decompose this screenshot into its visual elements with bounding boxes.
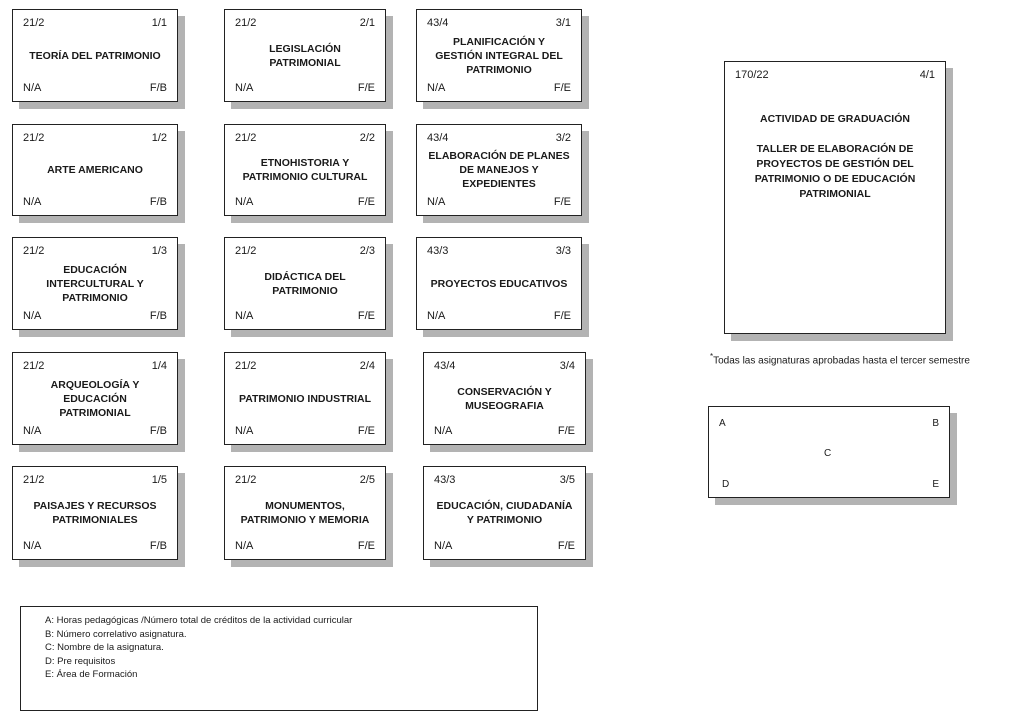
key-label-b: B: [932, 418, 939, 429]
course-card: [12, 124, 178, 216]
course-area: F/B: [149, 540, 167, 552]
course-name: ETNOHISTORIA Y PATRIMONIO CULTURAL: [242, 157, 368, 183]
course-card: [423, 466, 586, 560]
course-name: DIDÁCTICA DEL PATRIMONIO: [264, 270, 346, 297]
course-area: F/E: [553, 82, 571, 94]
key-label-e: E: [932, 479, 939, 490]
course-card: [224, 237, 386, 330]
course-number: 1/4: [151, 360, 167, 372]
course-prerequisites: N/A: [427, 82, 446, 94]
course-number: 2/4: [359, 360, 375, 372]
course-name: PLANIFICACIÓN Y GESTIÓN INTEGRAL DEL PATRIMONIO: [435, 35, 563, 76]
course-hours-credits: 21/2: [235, 132, 257, 144]
course-number: 2/2: [359, 132, 375, 144]
course-area: F/B: [149, 196, 167, 208]
course-hours-credits: 170/22: [735, 69, 769, 81]
course-card: [416, 237, 582, 330]
course-hours-credits: 43/3: [434, 474, 456, 486]
course-prerequisites: N/A: [235, 196, 254, 208]
course-prerequisites: N/A: [23, 82, 42, 94]
course-number: 3/2: [555, 132, 571, 144]
legend-item: C: Nombre de la asignatura.: [45, 642, 164, 653]
course-card: [416, 124, 582, 216]
course-number: 1/1: [151, 17, 167, 29]
course-prerequisites: N/A: [23, 425, 42, 437]
course-name: CONSERVACIÓN Y MUSEOGRAFIA: [457, 385, 552, 412]
course-prerequisites: N/A: [427, 310, 446, 322]
key-label-d: D: [722, 479, 730, 490]
course-area: F/E: [357, 310, 375, 322]
course-number: 1/2: [151, 132, 167, 144]
course-prerequisites: N/A: [23, 196, 42, 208]
course-card: [224, 352, 386, 445]
legend-item: E: Área de Formación: [45, 669, 138, 680]
course-area: F/E: [357, 82, 375, 94]
course-name: EDUCACIÓN INTERCULTURAL Y PATRIMONIO: [46, 263, 144, 304]
course-card: [224, 9, 386, 102]
course-number: 1/5: [151, 474, 167, 486]
course-area: F/E: [553, 310, 571, 322]
course-name: MONUMENTOS, PATRIMONIO Y MEMORIA: [240, 500, 370, 526]
course-area: F/B: [149, 310, 167, 322]
course-number: 3/3: [555, 245, 571, 257]
course-prerequisites: N/A: [235, 425, 254, 437]
course-number: 1/3: [151, 245, 167, 257]
course-name: ELABORACIÓN DE PLANES DE MANEJOS Y EXPEDIENTES: [428, 150, 570, 190]
legend-item: B: Número correlativo asignatura.: [45, 628, 187, 640]
course-hours-credits: 43/4: [427, 132, 449, 144]
course-hours-credits: 21/2: [235, 17, 257, 29]
graduation-card: [724, 61, 946, 334]
course-card: [12, 237, 178, 330]
course-hours-credits: 21/2: [23, 360, 45, 372]
course-number: 3/4: [559, 360, 575, 372]
course-card: [224, 466, 386, 560]
course-name: PATRIMONIO INDUSTRIAL: [238, 392, 372, 405]
course-prerequisites: N/A: [434, 425, 453, 437]
course-prerequisites: N/A: [434, 540, 453, 552]
legend-box: [20, 606, 538, 711]
course-name: PAISAJES Y RECURSOS PATRIMONIALES: [33, 500, 157, 526]
course-number: 4/1: [919, 69, 935, 81]
course-prerequisites: N/A: [427, 196, 446, 208]
course-prerequisites: N/A: [235, 310, 254, 322]
course-hours-credits: 21/2: [23, 245, 45, 257]
prerequisite-note-text: Todas las asignaturas aprobadas hasta el tercer semestre: [713, 355, 970, 367]
course-number: 2/1: [359, 17, 375, 29]
course-hours-credits: 21/2: [23, 17, 45, 29]
course-area: F/E: [553, 196, 571, 208]
course-area: F/E: [557, 540, 575, 552]
course-area: F/E: [357, 196, 375, 208]
course-number: 2/5: [359, 474, 375, 486]
course-name: ARTE AMERICANO: [47, 164, 143, 176]
course-card: [12, 466, 178, 560]
course-number: 2/3: [359, 245, 375, 257]
course-area: F/E: [357, 540, 375, 552]
course-area: F/E: [557, 425, 575, 437]
course-number: 3/1: [555, 17, 571, 29]
key-label-a: A: [719, 418, 726, 429]
course-hours-credits: 21/2: [235, 360, 257, 372]
course-area: F/B: [149, 82, 167, 94]
course-prerequisites: N/A: [23, 540, 42, 552]
course-hours-credits: 43/3: [427, 245, 449, 257]
course-card: [224, 124, 386, 216]
prerequisite-note: [710, 352, 970, 366]
legend-item: A: Horas pedagógicas /Número total de créditos de la actividad curricular: [45, 615, 353, 626]
legend-item: D: Pre requisitos: [45, 655, 116, 667]
key-diagram: [708, 406, 950, 498]
course-name: ARQUEOLOGÍA Y EDUCACIÓN PATRIMONIAL: [50, 378, 140, 419]
course-area: F/E: [357, 425, 375, 437]
course-hours-credits: 43/4: [427, 17, 449, 29]
course-prerequisites: N/A: [23, 310, 42, 322]
course-card: [423, 352, 586, 445]
course-name: PROYECTOS EDUCATIVOS: [430, 277, 568, 290]
course-prerequisites: N/A: [235, 540, 254, 552]
asterisk-mark: *: [710, 352, 714, 361]
course-hours-credits: 21/2: [23, 132, 45, 144]
course-area: F/B: [149, 425, 167, 437]
course-card: [416, 9, 582, 102]
course-name: TEORÍA DEL PATRIMONIO: [29, 49, 161, 62]
course-prerequisites: N/A: [235, 82, 254, 94]
course-hours-credits: 43/4: [434, 360, 456, 372]
course-name: EDUCACIÓN, CIUDADANÍA Y PATRIMONIO: [436, 500, 573, 526]
course-card: [12, 9, 178, 102]
key-label-c: C: [824, 448, 832, 459]
course-hours-credits: 21/2: [235, 245, 257, 257]
course-hours-credits: 21/2: [23, 474, 45, 486]
course-name: LEGISLACIÓN PATRIMONIAL: [269, 42, 341, 69]
course-number: 3/5: [559, 474, 575, 486]
course-hours-credits: 21/2: [235, 474, 257, 486]
course-card: [12, 352, 178, 445]
course-name: ACTIVIDAD DE GRADUACIÓN TALLER DE ELABORACIÓN DE PROYECTOS DE GESTIÓN DEL PATRIMONIO O DE EDUCACIÓN PATRIMONIAL: [754, 113, 916, 200]
